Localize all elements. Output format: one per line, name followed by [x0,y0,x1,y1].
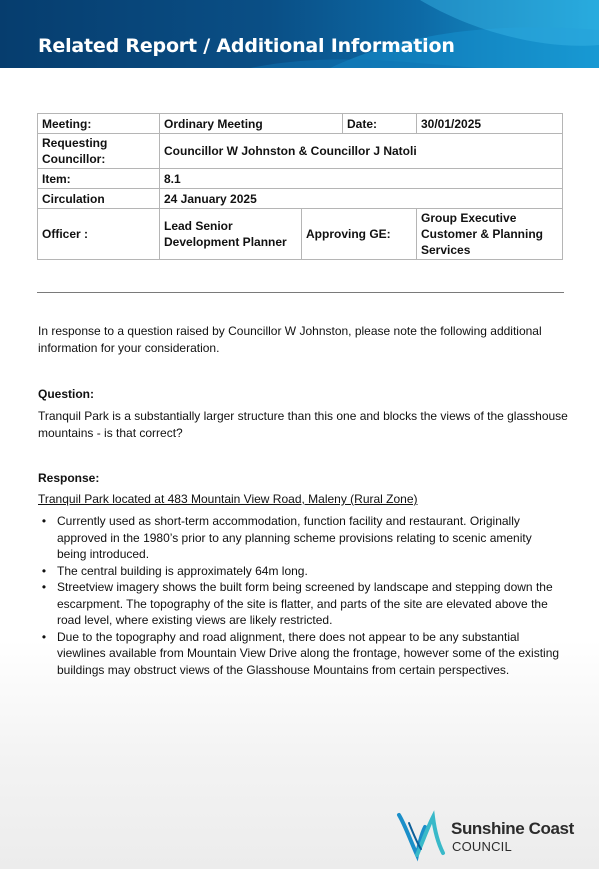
table-row [38,169,563,189]
table-row [38,114,563,134]
logo-name: Sunshine Coast [451,819,574,838]
meeting-value: Ordinary Meeting [160,114,343,134]
list-item: • Currently used as short-term accommodation, function facility and restaurant. Originally approved in the 1980’s prior to any planning scheme provisions relating to scenic amenity being introduced. [38,513,563,563]
question-text: Tranquil Park is a substantially larger structure than this one and blocks the views of the glasshouse mountains - is that correct? [38,409,568,440]
table-row [38,134,563,169]
approving-label: Approving GE: [302,209,417,260]
bullet-icon: • [41,580,47,594]
response-bullet-list [38,513,563,678]
item-value: 8.1 [160,169,563,189]
list-item: • The central building is approximately 64m long. [38,563,563,580]
requesting-value: Councillor W Johnston & Councillor J Natoli [160,134,563,169]
circulation-value: 24 January 2025 [160,189,563,209]
header-banner [0,0,599,68]
requesting-label: Requesting Councillor: [38,134,160,169]
response-heading: Response: [38,471,100,485]
question-heading: Question: [38,387,94,401]
table-row [38,209,563,260]
banner-wave-graphic [0,0,599,68]
bullet-icon: • [41,563,47,578]
bullet-icon: • [41,514,47,528]
officer-value: Lead Senior Development Planner [160,209,302,260]
response-subheading: Tranquil Park located at 483 Mountain View Road, Maleny (Rural Zone) [38,492,418,506]
section-divider [37,292,564,293]
date-label: Date: [343,114,417,134]
circulation-label: Circulation [38,189,160,209]
bullet-icon: • [41,629,47,644]
officer-label: Officer : [38,209,160,260]
page-title: Related Report / Additional Information [38,35,455,57]
date-value: 30/01/2025 [417,114,563,134]
intro-paragraph: In response to a question raised by Councillor W Johnston, please note the following additional information for your consideration. [38,324,542,355]
list-item: • Streetview imagery shows the built form being screened by landscape and stepping down the escarpment. The topography of the site is flatter, and parts of the site are elevated above the road level, where existing views are likely restricted. [38,579,563,629]
wave-mark-icon [395,805,451,865]
logo-subtitle: COUNCIL [452,839,512,854]
sunshine-coast-council-logo [395,805,595,865]
meeting-details-table [37,113,563,260]
approving-value: Group Executive Customer & Planning Services [417,209,563,260]
item-label: Item: [38,169,160,189]
meeting-label: Meeting: [38,114,160,134]
table-row [38,189,563,209]
list-item: • Due to the topography and road alignment, there does not appear to be any substantial viewlines available from Mountain View Drive along the frontage, however some of the existing buildings may obstruct views of the Glasshouse Mountains from certain perspectives. [38,629,563,679]
